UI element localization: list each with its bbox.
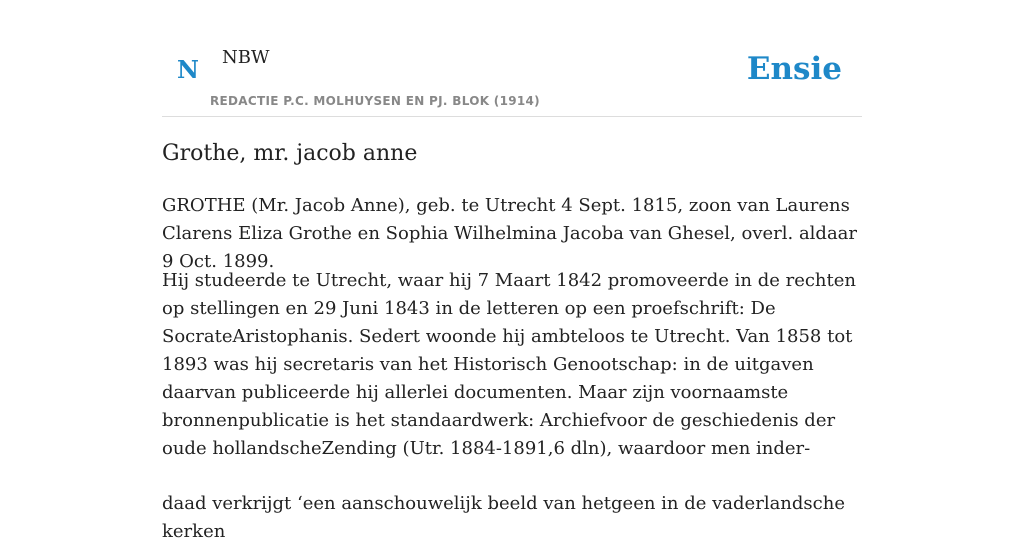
article-page: [162, 0, 862, 542]
source-logo[interactable]: N: [177, 55, 199, 84]
article-paragraph: Hij studeerde te Utrecht, waar hij 7 Maart 1842 promoveerde in de rechten op stellingen en 29 Juni 1843 in de letteren op een proefschrift: De SocrateAristophanis. Sedert woonde hij ambteloos te Utrecht. Van 1858 tot 1893 was hij secretaris van het Historisch Genootschap: in de uitgaven daarvan publiceerde hij allerlei documenten. Maar zijn voornaamste bronnenpublicatie is het standaardwerk: Archiefvoor de geschiedenis der oude hollandscheZending (Utr. 1884-1891,6 dln), waardoor men inder-: [162, 270, 856, 459]
page-title: Grothe, mr. jacob anne: [162, 141, 418, 166]
brand-logo[interactable]: Ensie: [746, 51, 842, 87]
source-subtitle: REDACTIE P.C. MOLHUYSEN EN PJ. BLOK (1914): [210, 94, 540, 108]
source-name[interactable]: NBW: [222, 47, 270, 68]
source-header: [162, 0, 862, 117]
article-paragraph: GROTHE (Mr. Jacob Anne), geb. te Utrecht 4 Sept. 1815, zoon van Laurens Clarens Eliza Grothe en Sophia Wilhelmina Jacoba van Ghesel, overl. aldaar 9 Oct. 1899.: [162, 195, 858, 272]
article-paragraph: daad verkrijgt ‘een aanschouwelijk beeld van hetgeen in de vaderlandsche kerken: [162, 493, 845, 542]
